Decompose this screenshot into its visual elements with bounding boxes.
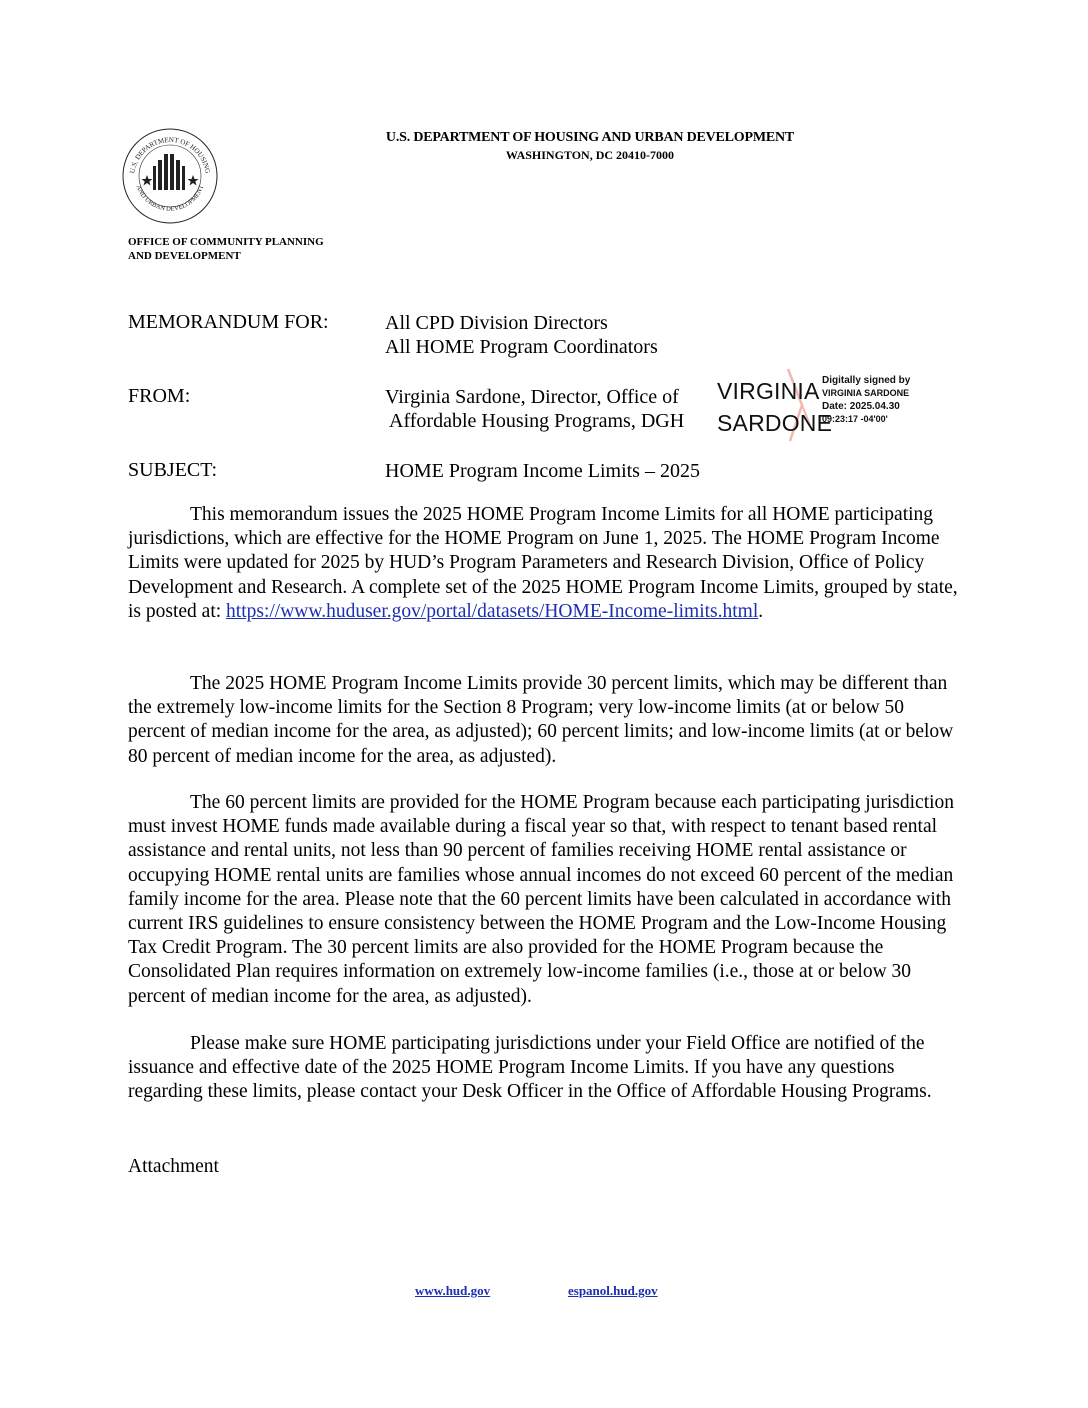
- signature-meta-1: Digitally signed by: [822, 375, 911, 386]
- paragraph-1-end: .: [758, 600, 764, 622]
- office-line-2: AND DEVELOPMENT: [128, 250, 241, 262]
- huduser-link[interactable]: https://www.huduser.gov/portal/datasets/HOME-Income-limits.html: [226, 600, 759, 622]
- signature-name-line-1: VIRGINIA: [717, 378, 820, 404]
- svg-text:AND URBAN DEVELOPMENT: [135, 184, 206, 212]
- office-name: [128, 235, 324, 263]
- footer-link-hud[interactable]: www.hud.gov: [415, 1283, 491, 1298]
- memo-from-label: FROM:: [128, 385, 191, 407]
- memo-subject-label: SUBJECT:: [128, 459, 218, 481]
- paragraph-1: [128, 503, 958, 624]
- memo-for-value: [385, 311, 658, 359]
- department-address: WASHINGTON, DC 20410-7000: [505, 148, 675, 162]
- attachment-label: Attachment: [128, 1156, 219, 1177]
- signature-meta-4: 09:23:17 -04'00': [822, 414, 888, 424]
- memo-for-line-2: All HOME Program Coordinators: [385, 336, 658, 358]
- memo-from-line-1: Virginia Sardone, Director, Office of: [385, 386, 679, 408]
- paragraph-3: [128, 791, 958, 1009]
- signature-meta-3: Date: 2025.04.30: [822, 401, 900, 412]
- paragraph-3-text: The 60 percent limits are provided for the HOME Program because each participating jurisdiction must invest HOME funds made available during a fiscal year so that, with respect to tenant based rental assistance and rental units, not less than 90 percent of families receiving HOME rental assistance or occupying HOME rental units are families whose annual incomes do not exceed 60 percent of the median family income for the area. Please note that the 60 percent limits have been calculated in accordance with current IRS guidelines to ensure consistency between the HOME Program and the Low-Income Housing Tax Credit Program. The 30 percent limits are also provided for the HOME Program because the Consolidated Plan requires information on extremely low-income families (i.e., those at or below 30 percent of median income for the area, as adjusted).: [128, 792, 955, 1007]
- paragraph-4: [128, 1032, 958, 1105]
- paragraph-1-text: This memorandum issues the 2025 HOME Program Income Limits for all HOME participating jurisdictions, which are effective for the HOME Program on June 1, 2025. The HOME Program Income Limits were updated for 2025 by HUD’s Program Parameters and Research Division, Office of Policy Development and Research. A complete set of the 2025 HOME Program Income Limits, grouped by state, is posted at:: [128, 504, 958, 622]
- hud-seal-logo: [120, 126, 220, 226]
- memo-from-value: [385, 385, 684, 433]
- seal-text-bottom: AND URBAN DEVELOPMENT: [134, 184, 206, 213]
- signature-meta-2: VIRGINIA SARDONE: [822, 388, 910, 398]
- paragraph-4-text: Please make sure HOME participating jurisdictions under your Field Office are notified of the issuance and effective date of the 2025 HOME Program Income Limits. If you have any questions regarding these limits, please contact your Desk Officer in the Office of Affordable Housing Programs.: [128, 1033, 932, 1103]
- department-name: U.S. DEPARTMENT OF HOUSING AND URBAN DEVELOPMENT: [385, 130, 795, 145]
- seal-text-top: U.S. DEPARTMENT OF HOUSING: [128, 135, 212, 175]
- signature-details: [822, 374, 910, 426]
- paragraph-2-text: The 2025 HOME Program Income Limits provide 30 percent limits, which may be different than the extremely low-income limits for the Section 8 Program; very low-income limits (at or below 50 percent of median income for the area, as adjusted); 60 percent limits; and low-income limits (at or below 80 percent of median income for the area, as adjusted).: [128, 673, 954, 767]
- memo-for-label: MEMORANDUM FOR:: [128, 311, 329, 333]
- signature-name-line-2: SARDONE: [717, 410, 833, 436]
- footer-link-espanol[interactable]: espanol.hud.gov: [568, 1283, 658, 1298]
- signature-name: [717, 375, 832, 439]
- memo-for-line-1: All CPD Division Directors: [385, 312, 608, 334]
- memo-subject-value: HOME Program Income Limits – 2025: [385, 460, 700, 482]
- paragraph-2: [128, 672, 958, 769]
- memo-from-line-2: Affordable Housing Programs, DGH: [389, 410, 685, 432]
- office-line-1: OFFICE OF COMMUNITY PLANNING: [128, 236, 324, 248]
